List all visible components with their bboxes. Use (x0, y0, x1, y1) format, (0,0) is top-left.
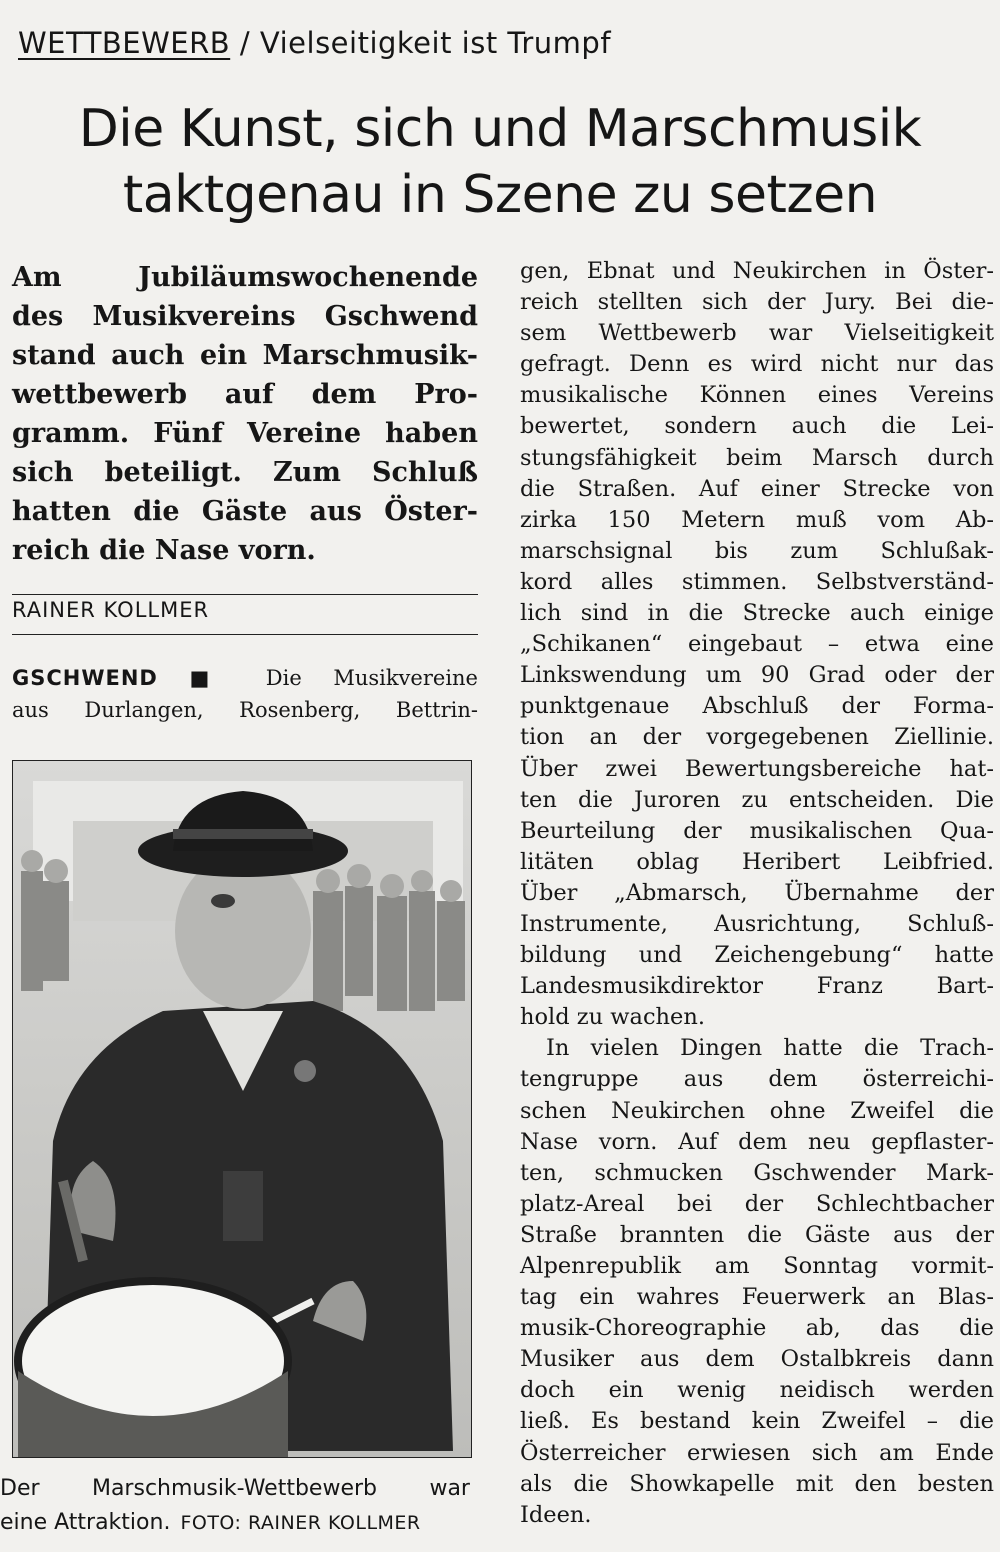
dateline: GSCHWEND (12, 666, 158, 690)
caption-line-1 (0, 1472, 470, 1506)
kicker (18, 26, 611, 60)
body-line: Landesmusikdirektor Franz Bart- (520, 973, 994, 1000)
body-line: marschsignal bis zum Schlußak- (520, 537, 994, 564)
body-line: die Straßen. Auf einer Strecke von (520, 475, 994, 502)
body-line: platz-Areal bei der Schlechtbacher (520, 1190, 994, 1217)
body-line: In vielen Dingen hatte die Trach- (546, 1035, 994, 1062)
body-line (12, 662, 478, 694)
body-line: punktgenaue Abschluß der Forma- (520, 693, 994, 720)
body-column-left (12, 662, 478, 726)
body-line: litäten oblag Heribert Leibfried. (520, 848, 994, 875)
body-line: Über „Abmarsch, Übernahme der (520, 879, 994, 906)
caption-word: war (429, 1476, 470, 1501)
body-line: als die Showkapelle mit den besten (520, 1470, 994, 1497)
body-line: Instrumente, Ausrichtung, Schluß- (520, 910, 994, 937)
headline (0, 96, 1000, 228)
body-line: Nase vorn. Auf dem neu gepflaster- (520, 1128, 994, 1155)
lead-line: Am Jubiläumswochenende (12, 262, 478, 293)
body-line: zirka 150 Metern muß vom Ab- (520, 506, 994, 533)
kicker-topic: Vielseitigkeit ist Trumpf (259, 26, 612, 60)
body-line: reich stellten sich der Jury. Bei die- (520, 289, 994, 316)
body-text: Die Musikvereine (265, 666, 478, 690)
body-column-right (520, 256, 994, 1531)
photo-drummer (12, 760, 472, 1458)
headline-line-1: Die Kunst, sich und Marschmusik (78, 99, 922, 159)
byline-rule-bottom (12, 634, 478, 635)
body-line: schen Neukirchen ohne Zweifel die (520, 1097, 994, 1124)
body-line: Musiker aus dem Ostalbkreis dann (520, 1346, 994, 1373)
lead-line: hatten die Gäste aus Öster- (12, 496, 478, 527)
lead-paragraph (12, 258, 478, 570)
body-line: lich sind in die Strecke auch einige (520, 600, 994, 627)
kicker-separator: / (230, 26, 260, 60)
body-line: doch ein wenig neidisch werden (520, 1377, 994, 1404)
body-line: „Schikanen“ eingebaut – etwa eine (520, 631, 994, 658)
caption-word: Marschmusik-Wettbewerb (91, 1476, 378, 1501)
body-line: Österreicher erwiesen sich am Ende (520, 1439, 994, 1466)
caption-word: Der (0, 1476, 40, 1501)
rubric-label: WETTBEWERB (18, 26, 231, 60)
headline-line-2: taktgenau in Szene zu setzen (122, 165, 878, 225)
body-line: stungsfähigkeit beim Marsch durch (520, 444, 994, 471)
lead-line: wettbewerb auf dem Pro- (12, 379, 478, 410)
body-line: musikalische Können eines Vereins (520, 382, 994, 409)
body-line: sem Wettbewerb war Vielseitigkeit (520, 320, 994, 347)
body-line: bildung und Zeichengebung“ hatte (520, 942, 994, 969)
body-line: ten, schmucken Gschwender Mark- (520, 1159, 994, 1186)
byline-rule-top (12, 594, 478, 595)
body-line: Über zwei Bewertungsbereiche hat- (520, 755, 994, 782)
dateline-square-icon: ■ (189, 666, 235, 690)
byline: RAINER KOLLMER (12, 598, 210, 622)
body-line: aus Durlangen, Rosenberg, Bettrin- (12, 698, 478, 722)
caption-text: eine Attraktion. (0, 1510, 171, 1535)
lead-line: gramm. Fünf Vereine haben (12, 418, 478, 449)
body-line: Alpenrepublik am Sonntag vormit- (520, 1253, 994, 1279)
photo-credit: FOTO: RAINER KOLLMER (180, 1512, 421, 1534)
body-line: tag ein wahres Feuerwerk an Blas- (520, 1284, 994, 1311)
body-line: gefragt. Denn es wird nicht nur das (520, 351, 994, 378)
body-line: Straße brannten die Gäste aus der (520, 1221, 994, 1248)
body-line: ließ. Es bestand kein Zweifel – die (520, 1408, 994, 1435)
body-line: Beurteilung der musikalischen Qua- (520, 817, 994, 844)
body-line: tengruppe aus dem österreichi- (520, 1066, 994, 1093)
body-line: tion an der vorgegebenen Ziellinie. (520, 724, 994, 751)
photo-caption (0, 1472, 470, 1540)
body-line: hold zu wachen. (520, 1004, 706, 1031)
body-line: Ideen. (520, 1501, 592, 1528)
body-line: musik-Choreographie ab, das die (520, 1315, 994, 1342)
lead-line: stand auch ein Marschmusik- (12, 340, 478, 371)
body-line: kord alles stimmen. Selbstverständ- (520, 568, 994, 595)
caption-line-2 (0, 1506, 470, 1540)
body-line: ten die Juroren zu entscheiden. Die (520, 786, 994, 813)
lead-line: reich die Nase vorn. (12, 535, 316, 566)
lead-line: des Musikvereins Gschwend (12, 301, 478, 332)
body-line: gen, Ebnat und Neukirchen in Öster- (520, 258, 994, 284)
body-line: Linkswendung um 90 Grad oder der (520, 662, 994, 689)
body-line: bewertet, sondern auch die Lei- (520, 413, 994, 440)
lead-line: sich beteiligt. Zum Schluß (12, 457, 478, 488)
